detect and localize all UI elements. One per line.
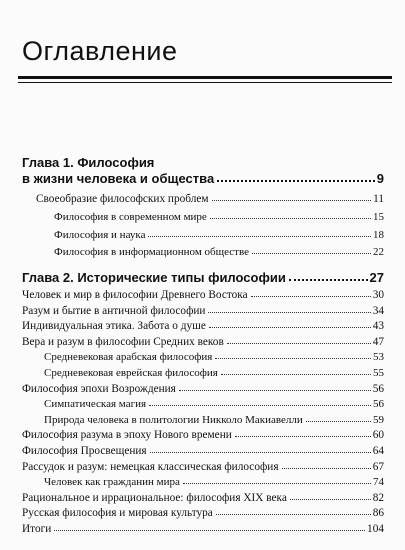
entry-label: Итоги [22,523,52,535]
dot-leader [209,327,371,328]
page-number: 104 [367,523,384,535]
entry-label: Философия в информационном обществе [54,246,249,258]
toc-entry[interactable] [22,429,384,441]
toc-entry[interactable] [44,367,384,379]
entry-label: Человек и мир в философии Древнего Востока [22,289,248,301]
dot-leader [54,530,365,531]
entry-label: Симпатическая магия [44,398,147,411]
entry-label: Разум и бытие в античной философии [22,304,206,317]
page-number: 27 [369,270,384,285]
page-number: 18 [373,229,384,241]
toc-entry[interactable] [54,229,384,241]
toc-entry[interactable] [22,523,384,535]
dot-leader [212,200,372,201]
page-number: 47 [372,335,384,348]
dot-leader [208,312,370,313]
dot-leader [235,436,371,437]
chapter-1-title-line2: в жизни человека и общества [22,171,215,186]
dot-leader [215,358,371,359]
dot-leader [149,405,371,406]
page-number: 55 [373,367,384,379]
toc-entry[interactable] [22,445,384,457]
dot-leader [290,499,371,500]
entry-label: Рациональное и иррациональное: философия XIX века [22,491,287,504]
page-number: 74 [373,476,384,489]
dot-leader [216,514,371,515]
entry-label: Философия эпохи Возрождения [22,382,176,395]
page-number: 67 [372,460,384,473]
toc-entry[interactable] [44,476,384,488]
toc-entry[interactable] [54,211,384,223]
dot-leader [217,180,375,182]
page-number: 11 [373,193,384,205]
entry-label: Индивидуальная этика. Забота о душе [22,320,206,333]
entry-label: Средневековая еврейская философия [44,367,218,379]
toc-entry[interactable] [22,320,384,332]
chapter-1-title-line1: Глава 1. Философия [22,155,155,170]
title-rule-thick [18,76,392,79]
toc-entry[interactable] [22,492,384,504]
page-title: Оглавление [22,36,178,66]
dot-leader [148,236,371,237]
page-number: 34 [372,304,384,317]
page-number: 22 [373,246,384,258]
entry-label: Своеобразие философских проблем [36,193,209,205]
entry-label: Философия Просвещения [22,445,147,457]
entry-label: Философия в современном мире [54,211,207,223]
entry-label: Средневековая арабская философия [44,351,213,364]
entry-label: Философия и наука [54,229,146,241]
entry-label: Вера и разум в философии Средних веков [22,335,224,348]
page-number: 56 [373,398,384,411]
toc-entry[interactable] [44,414,384,426]
title-rule-thin [18,82,392,83]
dot-leader [282,468,371,469]
dot-leader [221,374,371,375]
dot-leader [252,253,371,254]
page-number: 82 [372,491,384,504]
entry-label: Русская философия и мировая культура [22,507,213,520]
chapter-2-title: Глава 2. Исторические типы философии [22,270,286,285]
page-number: 15 [373,211,384,223]
page-number: 43 [372,320,384,333]
dot-leader [251,296,371,297]
page-number: 64 [372,445,384,457]
entry-label: Человек как гражданин мира [44,476,180,489]
toc-entry[interactable] [22,461,384,473]
dot-leader [179,390,371,391]
page-number: 56 [372,382,384,395]
page-number: 59 [373,413,384,426]
entry-label: Природа человека в политологии Никколо Макиавелли [44,413,303,426]
entry-label: Рассудок и разум: немецкая классическая философия [22,460,279,473]
page-number: 9 [376,171,384,186]
dot-leader [210,218,371,219]
toc-entry[interactable] [54,246,384,258]
toc-entry[interactable] [22,383,384,395]
dot-leader [227,343,371,344]
chapter-1-entry[interactable] [22,171,384,186]
page-number: 86 [372,507,384,520]
toc-entry[interactable] [22,507,384,519]
toc-entry[interactable] [44,351,384,363]
toc-entry[interactable] [22,336,384,348]
entry-label: Философия разума в эпоху Нового времени [22,429,232,442]
dot-leader [183,483,371,484]
toc-entry[interactable] [36,193,384,205]
dot-leader [150,452,371,453]
dot-leader [306,421,371,422]
page-number: 53 [373,351,384,364]
toc-entry[interactable] [22,305,384,317]
dot-leader [289,279,368,281]
page-number: 30 [372,289,384,301]
chapter-2-entry[interactable] [22,270,384,285]
toc-entry[interactable] [22,289,384,301]
page-number: 60 [372,429,384,442]
toc-entry[interactable] [44,398,384,410]
